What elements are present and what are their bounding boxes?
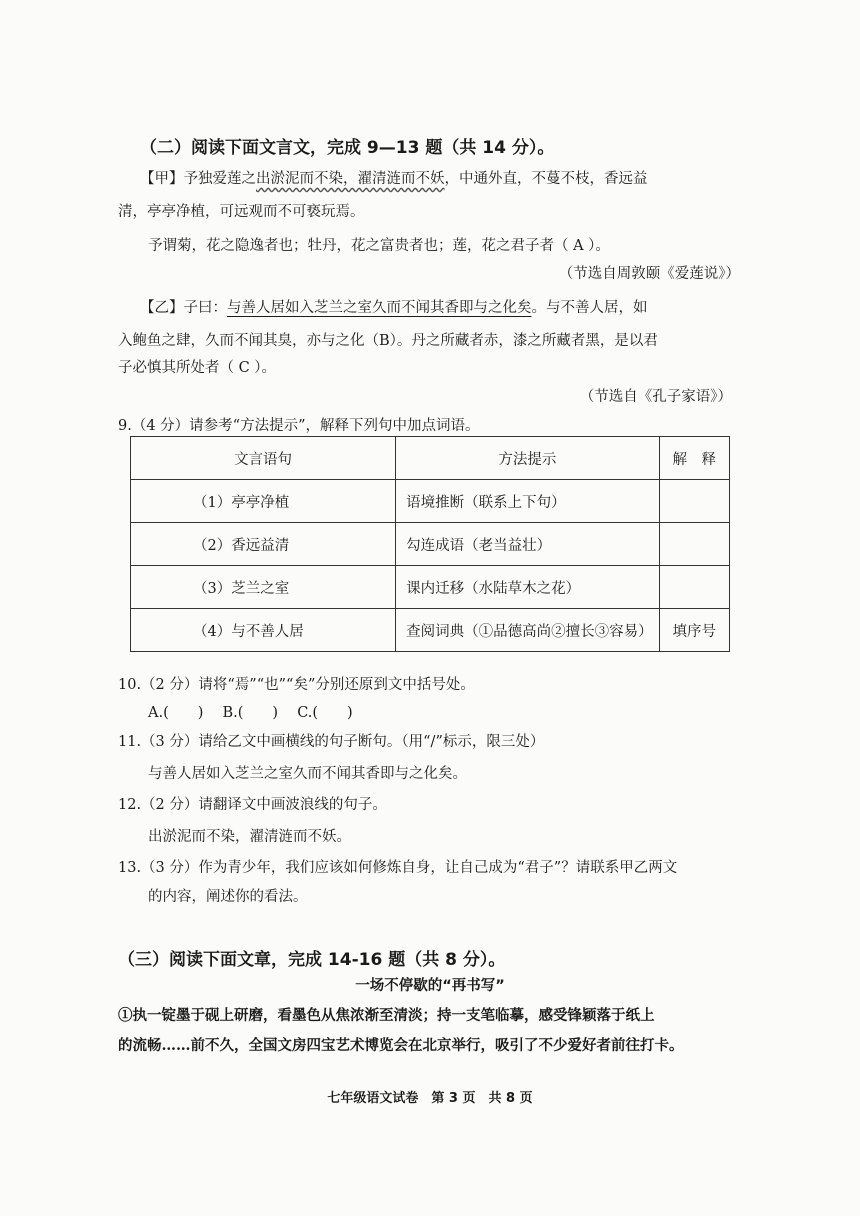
q9-answer-cell[interactable] (659, 480, 729, 523)
q11-stem: 11.（3 分）请给乙文中画横线的句子断句。（用“/”标示，限三处） (118, 734, 545, 750)
q9-stem: 9.（4 分）请参考“方法提示”，解释下列句中加点词语。 (118, 418, 480, 434)
table-header: 文言语句 (131, 437, 396, 480)
q11-sentence: 与善人居如入芝兰之室久而不闻其香即与之化矣。 (148, 766, 467, 782)
q9-hint: 勾连成语（老当益壮） (396, 523, 659, 566)
yi-line-1 (140, 296, 648, 317)
section2-title: （二）阅读下面文言文，完成 9—13 题（共 14 分）。 (140, 138, 555, 158)
table-row (131, 480, 730, 523)
yi-text: 子曰： (183, 300, 227, 316)
yi-line-3: 子必慎其所处者（ C ）。 (118, 360, 277, 376)
q9-hint: 查阅词典（①品德高尚②擅长③容易） (396, 609, 659, 652)
q9-hint: 语境推断（联系上下句） (396, 480, 659, 523)
yi-underlined-sentence: 与善人居如入芝兰之室久而不闻其香即与之化矣 (227, 300, 532, 316)
article-paragraph-1: ①执一锭墨于砚上研磨，看墨色从焦浓渐至清淡；持一支笔临摹，感受锋颖落于纸上 (118, 1007, 655, 1024)
jia-source: （节选自周敦颐《爱莲说》） (558, 266, 740, 282)
q12-sentence: 出淤泥而不染，濯清涟而不妖。 (148, 829, 351, 845)
jia-tag: 【甲】 (140, 171, 184, 187)
article-title: 一场不停歇的“再书写” (355, 978, 505, 994)
q10-stem: 10.（2 分）请将“焉”“也”“矣”分别还原到文中括号处。 (118, 677, 475, 693)
table-header: 解 释 (659, 437, 729, 480)
jia-line-3: 予谓菊，花之隐逸者也；牡丹，花之富贵者也；莲，花之君子者（ A ）。 (148, 238, 610, 254)
table-row (131, 523, 730, 566)
section3-title: （三）阅读下面文章，完成 14-16 题（共 8 分）。 (118, 950, 506, 970)
table-header: 方法提示 (396, 437, 659, 480)
page-footer: 七年级语文试卷 第 3 页 共 8 页 (327, 1091, 533, 1106)
jia-line-1 (140, 167, 648, 188)
yi-text: 。与不善人居，如 (531, 300, 648, 316)
jia-line-2: 清，亭亭净植，可远观而不可亵玩焉。 (118, 204, 365, 220)
yi-line-2: 入鲍鱼之肆，久而不闻其臭，亦与之化（B）。丹之所藏者赤，漆之所藏者黑，是以君 (118, 333, 658, 349)
q9-sentence: （2）香远益清 (131, 523, 396, 566)
table-header-row (131, 437, 730, 480)
jia-wavy-sentence: 出淤泥而不染，濯清涟而不妖 (256, 171, 445, 187)
q9-table (130, 436, 730, 652)
table-row (131, 609, 730, 652)
q9-hint: 课内迁移（水陆草木之花） (396, 566, 659, 609)
q12-stem: 12.（2 分）请翻译文中画波浪线的句子。 (118, 797, 387, 813)
yi-source: （节选自《孔子家语》） (579, 389, 732, 405)
yi-tag: 【乙】 (140, 300, 184, 316)
q10-options[interactable]: A.( ) B.( ) C.( ) (148, 705, 353, 721)
q13-stem-line-2: 的内容，阐述你的看法。 (148, 889, 308, 905)
jia-text: ，中通外直，不蔓不枝，香远益 (444, 171, 648, 187)
q9-sentence: （4）与不善人居 (131, 609, 396, 652)
article-paragraph-2: 的流畅……前不久，全国文房四宝艺术博览会在北京举行，吸引了不少爱好者前往打卡。 (118, 1037, 684, 1054)
q9-answer-cell[interactable] (659, 523, 729, 566)
q9-sentence: （1）亭亭净植 (131, 480, 396, 523)
jia-text: 予独爱莲之 (183, 171, 256, 187)
q9-answer-cell[interactable] (659, 566, 729, 609)
q9-sentence: （3）芝兰之室 (131, 566, 396, 609)
table-row (131, 566, 730, 609)
q9-answer-cell[interactable]: 填序号 (659, 609, 729, 652)
q13-stem-line-1: 13.（3 分）作为青少年，我们应该如何修炼自身，让自己成为“君子”？请联系甲乙两文 (118, 860, 678, 876)
